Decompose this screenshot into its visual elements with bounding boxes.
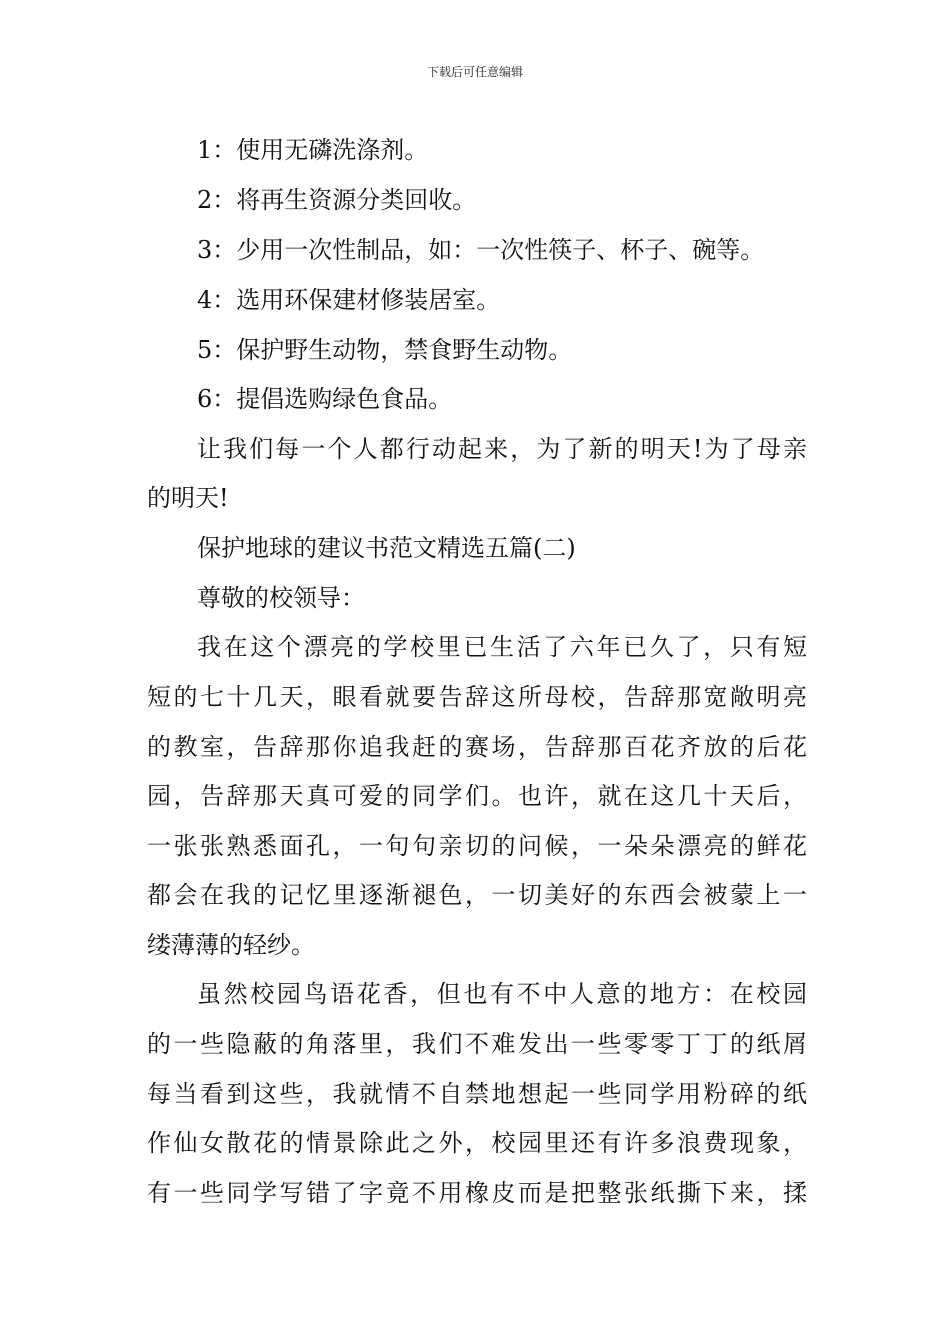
list-item: 2：将再生资源分类回收。 — [197, 186, 477, 214]
paragraph-line: 的教室，告辞那你追我赶的赛场，告辞那百花齐放的后花 — [147, 733, 807, 761]
paragraph-line: 作仙女散花的情景除此之外，校园里还有许多浪费现象， — [147, 1129, 807, 1157]
paragraph-line: 有一些同学写错了字竟不用橡皮而是把整张纸撕下来，揉 — [147, 1179, 807, 1207]
paragraph-line: 的明天! — [147, 484, 229, 512]
paragraph-line: 缕薄薄的轻纱。 — [147, 931, 315, 959]
list-item: 5：保护野生动物，禁食野生动物。 — [197, 336, 573, 364]
paragraph-line: 让我们每一个人都行动起来，为了新的明天!为了母亲 — [197, 435, 807, 463]
paragraph-line: 都会在我的记忆里逐渐褪色，一切美好的东西会被蒙上一 — [147, 881, 807, 909]
paragraph-line: 园，告辞那天真可爱的同学们。也许，就在这几十天后， — [147, 782, 807, 810]
paragraph-line: 短的七十几天，眼看就要告辞这所母校，告辞那宽敞明亮 — [147, 683, 807, 711]
list-item: 1：使用无磷洗涤剂。 — [197, 136, 429, 164]
list-item: 6：提倡选购绿色食品。 — [197, 385, 453, 413]
list-item: 4：选用环保建材修装居室。 — [197, 286, 501, 314]
list-item: 3：少用一次性制品，如：一次性筷子、杯子、碗等。 — [197, 236, 765, 264]
paragraph-line: 我在这个漂亮的学校里已生活了六年已久了，只有短 — [197, 633, 807, 661]
paragraph-line: 虽然校园鸟语花香，但也有不中人意的地方：在校园 — [197, 980, 807, 1008]
salutation: 尊敬的校领导： — [197, 584, 365, 612]
page-header: 下载后可任意编辑 — [426, 65, 523, 79]
paragraph-line: 一张张熟悉面孔，一句句亲切的问候，一朵朵漂亮的鲜花 — [147, 832, 807, 860]
section-title: 保护地球的建议书范文精选五篇(二) — [197, 534, 576, 562]
paragraph-line: 每当看到这些，我就情不自禁地想起一些同学用粉碎的纸 — [147, 1080, 807, 1108]
paragraph-line: 的一些隐蔽的角落里，我们不难发出一些零零丁丁的纸屑 — [147, 1030, 807, 1058]
